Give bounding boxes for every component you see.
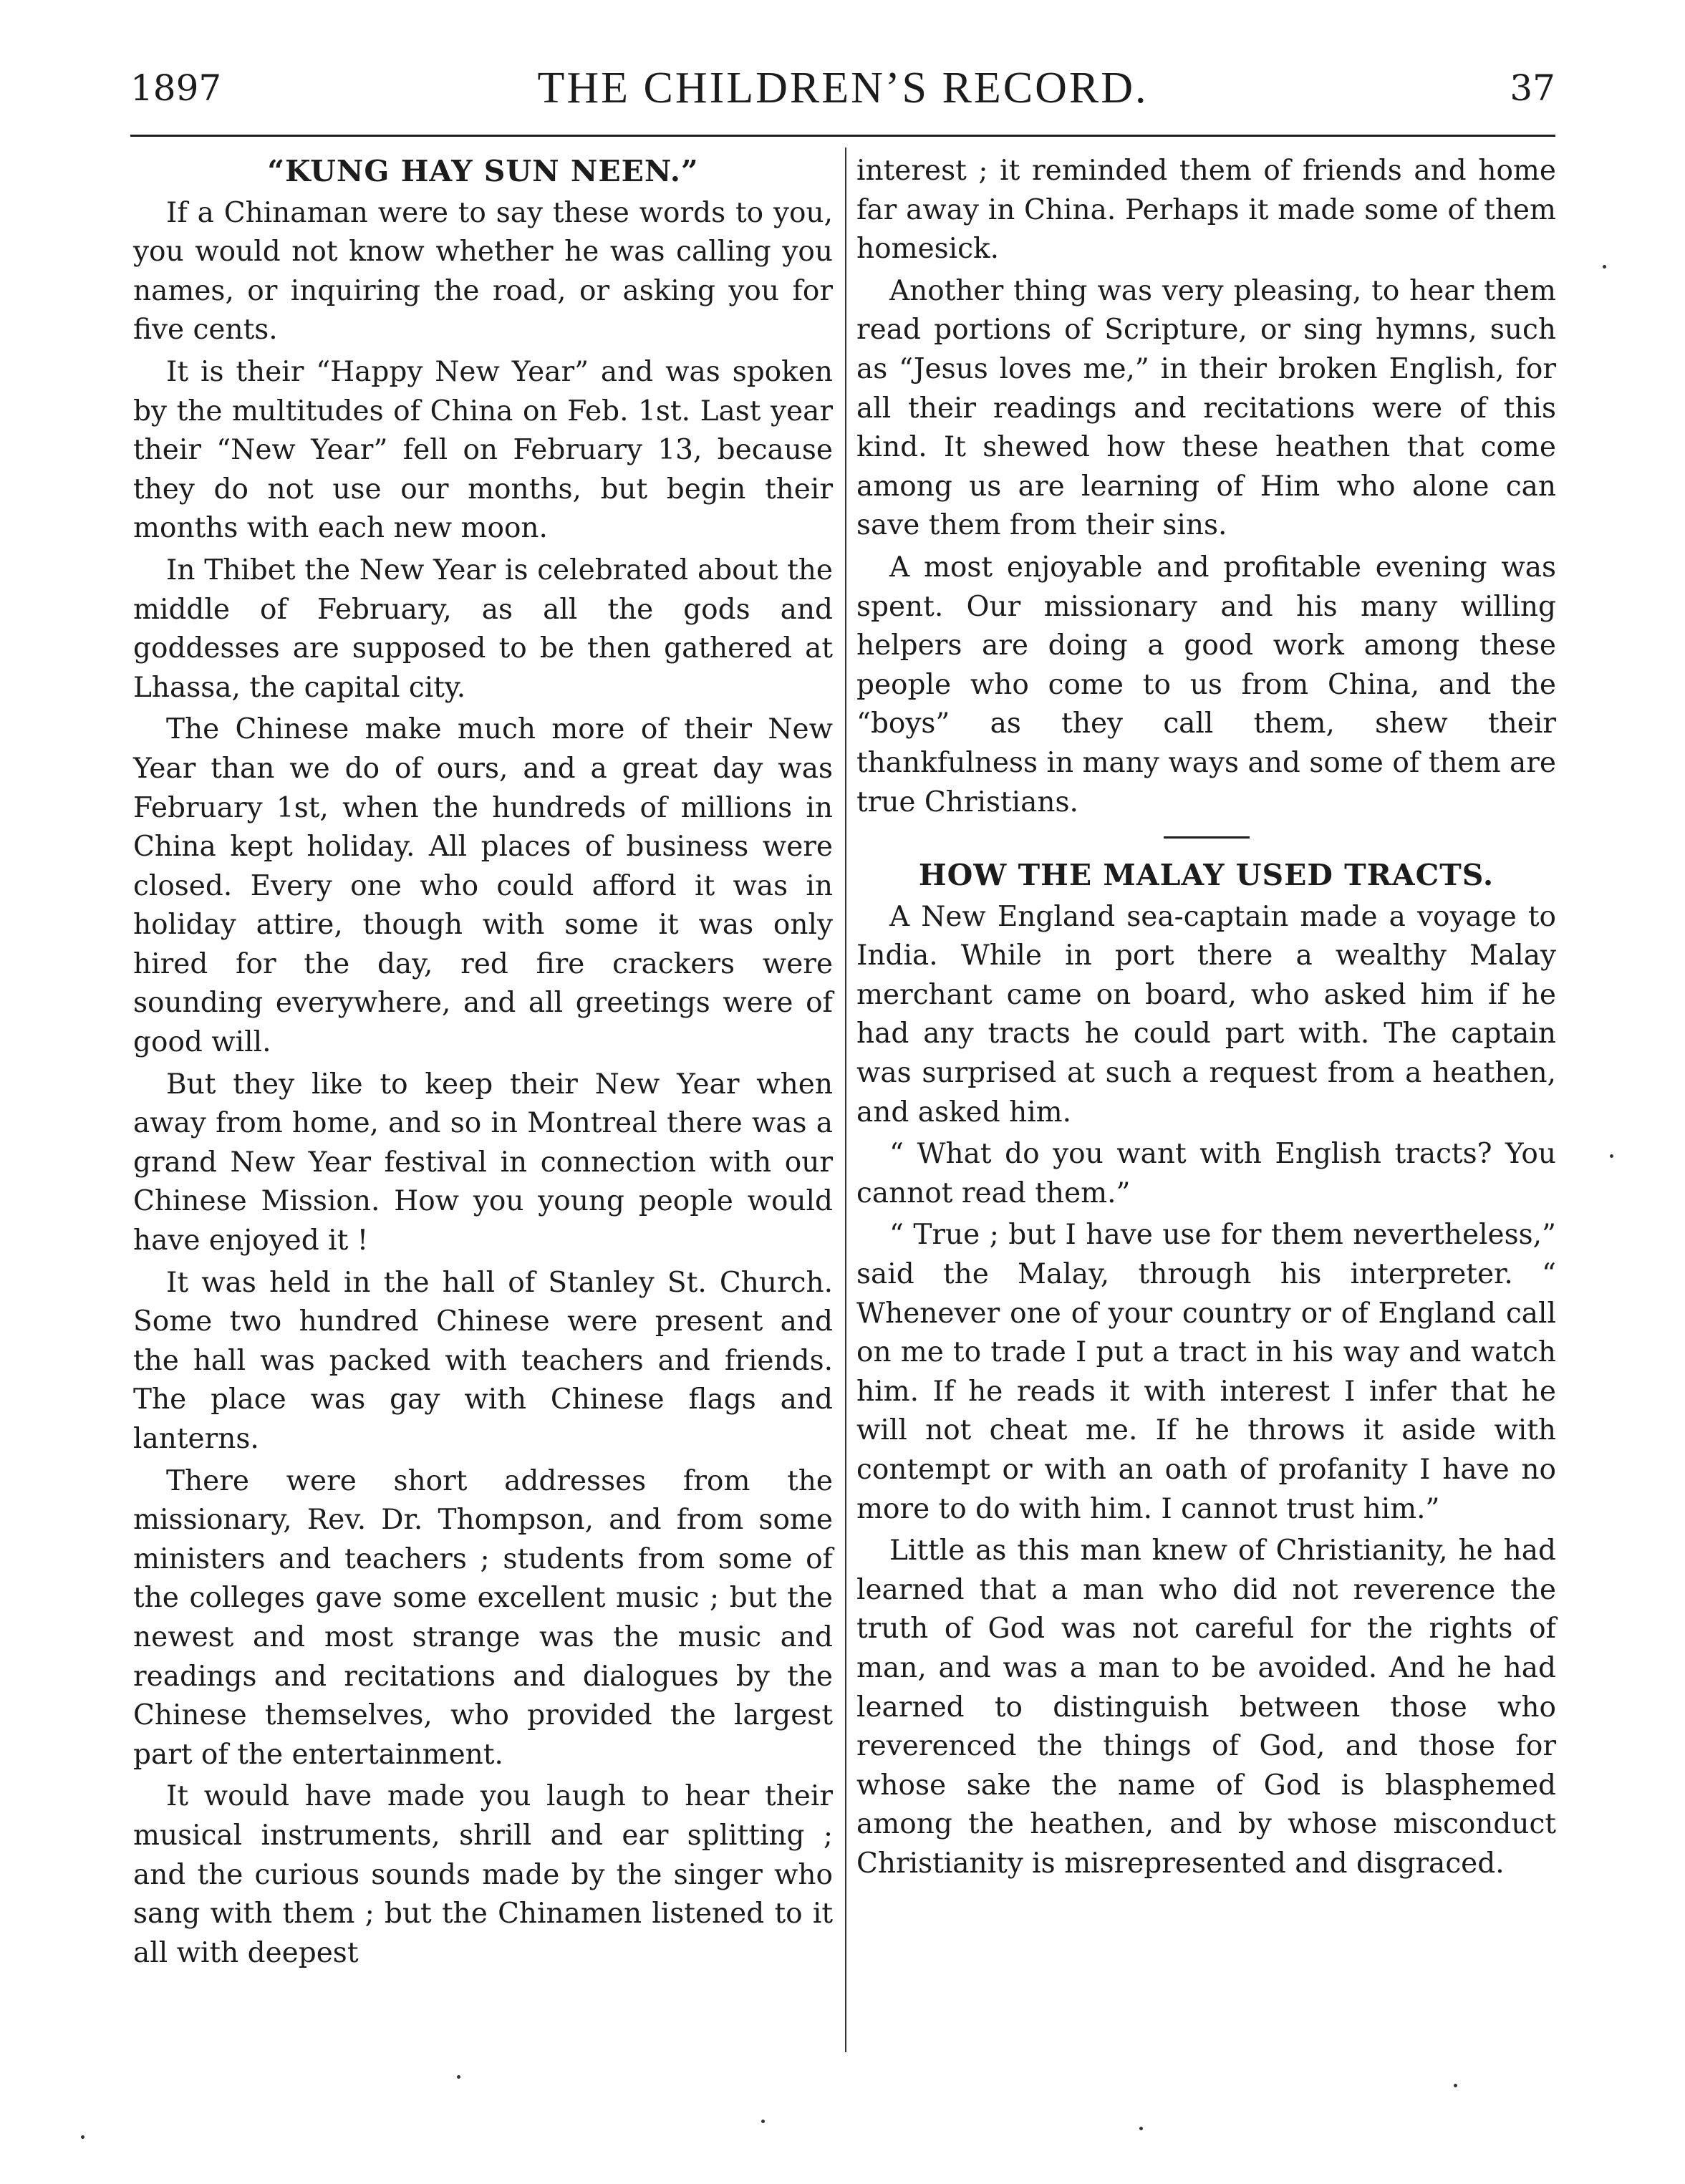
article-paragraph: “ What do you want with English tracts? You cannot read them.” [856,1138,1556,1209]
article-paragraph: If a Chinaman were to say these words to you, you would not know whether he was calling you names, or inquiring the road, or asking you for five cents. [133,196,833,347]
header-rule [130,135,1555,137]
article-paragraph: Little as this man knew of Christianity, he had learned that a man who did not reverence the truth of God was not careful for the rights of man, and was a man to be avoided. And he had learned to distinguish between those who reverenced the things of God, and those for whose sake the name of God is blasphemed among the heathen, and by whose misconduct Christianity is misrepresented and disgraced. [856,1535,1556,1880]
running-header [130,63,1555,127]
print-speck [1610,1154,1613,1158]
print-speck [1603,265,1606,269]
article-paragraph: It would have made you laugh to hear their musical instruments, shrill and ear splitting ; and the curious sounds made by the singer who sang with them ; but the Chinamen listened to it all with deepest [133,1780,833,1969]
page-number: 37 [1510,67,1555,109]
article-paragraph: It is their “Happy New Year” and was spoken by the multitudes of China on Feb. 1st. Last year their “New Year” fell on February 13, because they do not use our months, but begin their months with each new moon. [133,355,833,545]
print-speck [761,2120,765,2123]
article-paragraph-continued: interest ; it reminded them of friends and home far away in China. Perhaps it made some of them homesick. [856,155,1556,266]
article-paragraph: But they like to keep their New Year when away from home, and so in Montreal there was a grand New Year festival in connection with our Chinese Mission. How you young people would have enjoyed it ! [133,1068,833,1257]
column-divider [845,148,846,2052]
article-paragraph: In Thibet the New Year is celebrated about the middle of February, as all the gods and goddesses are supposed to be then gathered at Lhassa, the capital city. [133,554,833,704]
article-paragraph: The Chinese make much more of their New Year than we do of ours, and a great day was February 1st, when the hundreds of millions in China kept holiday. All places of business were closed. Every one who could afford it was in holiday attire, though with some it was only hired for the day, red fire crackers were sounding everywhere, and all greetings were of good will. [133,713,833,1059]
publication-title: THE CHILDREN’S RECORD. [537,64,1149,112]
article-paragraph: Another thing was very pleasing, to hear them read portions of Scripture, or sing hymns, such as “Jesus loves me,” in their broken English, for all their readings and recitations were of this kind. It shewed how these heathen that come among us are learning of Him who alone can save them from their sins. [856,274,1556,542]
article-paragraph: A New England sea-captain made a voyage to India. While in port there a wealthy Malay merchant came on board, who asked him if he had any tracts he could part with. The captain was surprised at such a request from a heathen, and asked him. [856,900,1556,1129]
article-headline-malay-tracts: HOW THE MALAY USED TRACTS. [918,858,1495,893]
article-paragraph: It was held in the hall of Stanley St. Church. Some two hundred Chinese were present and the hall was packed with teachers and friends. The place was gay with Chinese flags and lanterns. [133,1266,833,1455]
article-paragraph: A most enjoyable and profitable evening was spent. Our missionary and his many willing helpers are doing a good work among these people who come to us from China, and the “boys” as they call them, shew their thankfulness in many ways and some of them are true Christians. [856,551,1556,818]
right-column [856,152,1556,1887]
header-year: 1897 [130,67,222,109]
article-separator-rule [1164,836,1250,839]
print-speck [1454,2084,1457,2087]
print-speck [81,2135,85,2139]
print-speck [457,2075,460,2079]
article-headline-kung-hay: “KUNG HAY SUN NEEN.” [267,154,699,188]
article-paragraph: “ True ; but I have use for them nevertheless,” said the Malay, through his interpreter. “ Whenever one of your country or of England call on me to trade I put a tract in his way and watch him. If he reads it with interest I infer that he will not cheat me. If he throws it aside with contempt or with an oath of profanity I have no more to do with him. I cannot trust him.” [856,1219,1556,1525]
article-paragraph: There were short addresses from the missionary, Rev. Dr. Thompson, and from some ministers and teachers ; students from some of the colleges gave some excellent music ; but the newest and most strange was the music and readings and recitations and dialogues by the Chinese themselves, who provided the largest part of the entertainment. [133,1464,833,1771]
print-speck [1139,2127,1143,2130]
left-column [133,152,833,1976]
